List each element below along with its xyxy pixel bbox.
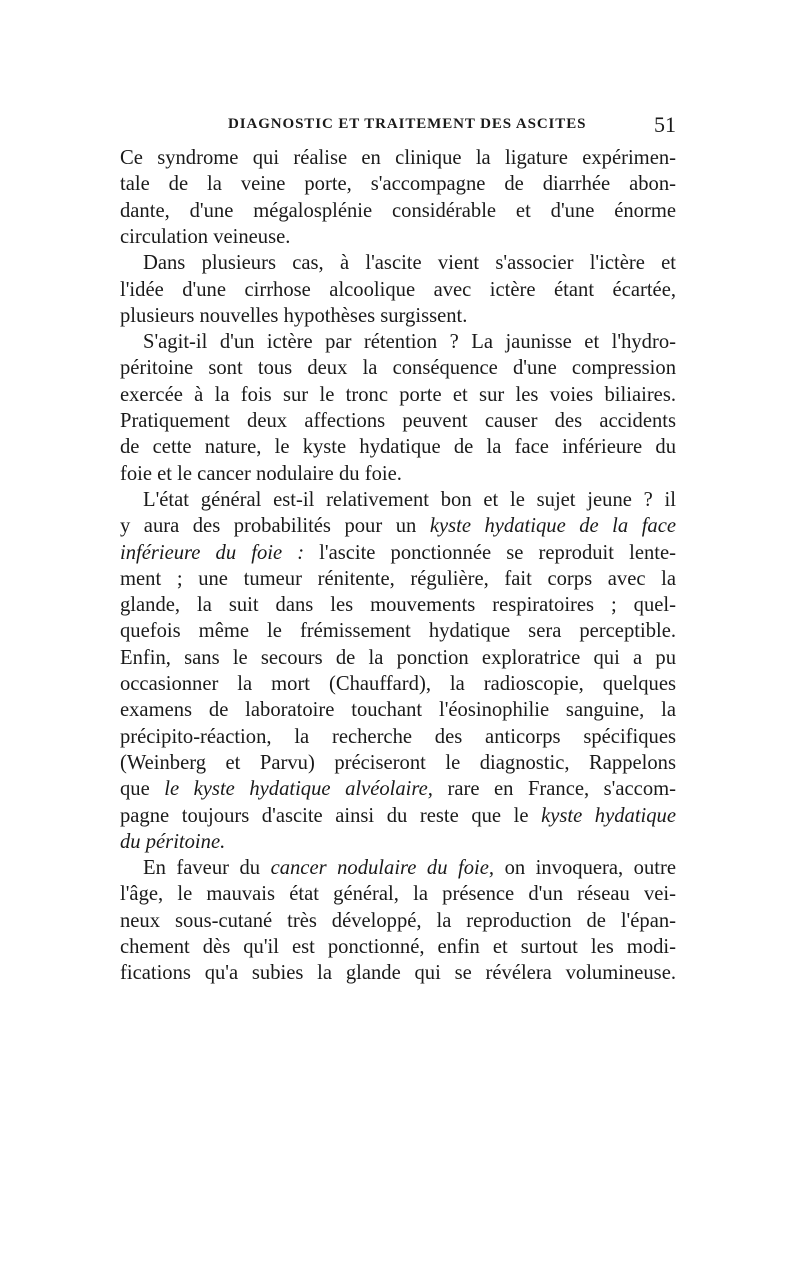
text-line: pagne toujours d'ascite ainsi du reste que le kyste hydatique (120, 804, 676, 827)
italic-phrase: cancer nodulaire du foie, (270, 857, 495, 880)
text-line: inférieure du foie : l'ascite ponctionnée se reproduit lente- (120, 541, 676, 564)
text-line: occasionner la mort (Chauffard), la radioscopie, quelques (120, 673, 676, 695)
text-line: Ce syndrome qui réalise en clinique la ligature expérimen- (120, 147, 676, 169)
text-line: dante, d'une mégalosplénie considérable et d'une énorme (120, 199, 676, 222)
text-line: l'idée d'une cirrhose alcoolique avec ictère étant écartée, (120, 278, 676, 301)
text-line: Enfin, sans le secours de la ponction exploratrice qui a pu (120, 646, 676, 669)
text-line: plusieurs nouvelles hypothèses surgissent. (120, 304, 468, 327)
text-line: Dans plusieurs cas, à l'ascite vient s'associer l'ictère et (143, 252, 676, 275)
italic-phrase: kyste hydatique de la face (429, 515, 676, 538)
text-line: de cette nature, le kyste hydatique de la face inférieure du (120, 436, 676, 459)
text-line: péritoine sont tous deux la conséquence d'une compression (120, 357, 676, 380)
text-line: Pratiquement deux affections peuvent causer des accidents (120, 410, 676, 432)
text-line: neux sous-cutané très développé, la reproduction de l'épan- (120, 909, 676, 932)
text-line: quefois même le frémissement hydatique sera perceptible. (120, 620, 676, 643)
text-line: foie et le cancer nodulaire du foie. (120, 462, 402, 485)
text-line: précipito-réaction, la recherche des anticorps spécifiques (120, 725, 676, 748)
italic-phrase: inférieure du foie : (120, 541, 305, 564)
text-line: que le kyste hydatique alvéolaire, rare en France, s'accom- (120, 778, 676, 801)
text-line: y aura des probabilités pour un kyste hydatique de la face (120, 515, 676, 538)
text-line: l'âge, le mauvais état général, la présence d'un réseau vei- (120, 883, 676, 906)
text-line: circulation veineuse. (120, 225, 291, 248)
text-line: (Weinberg et Parvu) préciseront le diagnostic, Rappelons (120, 751, 676, 774)
text-line: examens de laboratoire touchant l'éosinophilie sanguine, la (120, 699, 676, 722)
text-line: En faveur du cancer nodulaire du foie, on invoquera, outre (143, 857, 676, 880)
running-head (120, 112, 676, 140)
text-line: ment ; une tumeur rénitente, régulière, fait corps avec la (120, 567, 676, 590)
text-line: fications qu'a subies la glande qui se révélera volumineuse. (120, 962, 676, 985)
text-line: exercée à la fois sur le tronc porte et sur les voies biliaires. (120, 383, 676, 406)
text-line: glande, la suit dans les mouvements respiratoires ; quel- (120, 594, 676, 617)
italic-phrase: du péritoine. (120, 830, 226, 853)
italic-phrase: le kyste hydatique alvéolaire, (164, 778, 433, 801)
text-line: L'état général est-il relativement bon et le sujet jeune ? il (143, 488, 676, 511)
text-line: S'agit-il d'un ictère par rétention ? La jaunisse et l'hydro- (143, 331, 676, 354)
text-line: chement dès qu'il est ponctionné, enfin et surtout les modi- (120, 936, 676, 958)
running-title: DIAGNOSTIC ET TRAITEMENT DES ASCITES (228, 116, 587, 132)
text-line: tale de la veine porte, s'accompagne de diarrhée abon- (120, 173, 676, 196)
italic-phrase: kyste hydatique (541, 804, 676, 827)
page-number: 51 (654, 112, 676, 137)
